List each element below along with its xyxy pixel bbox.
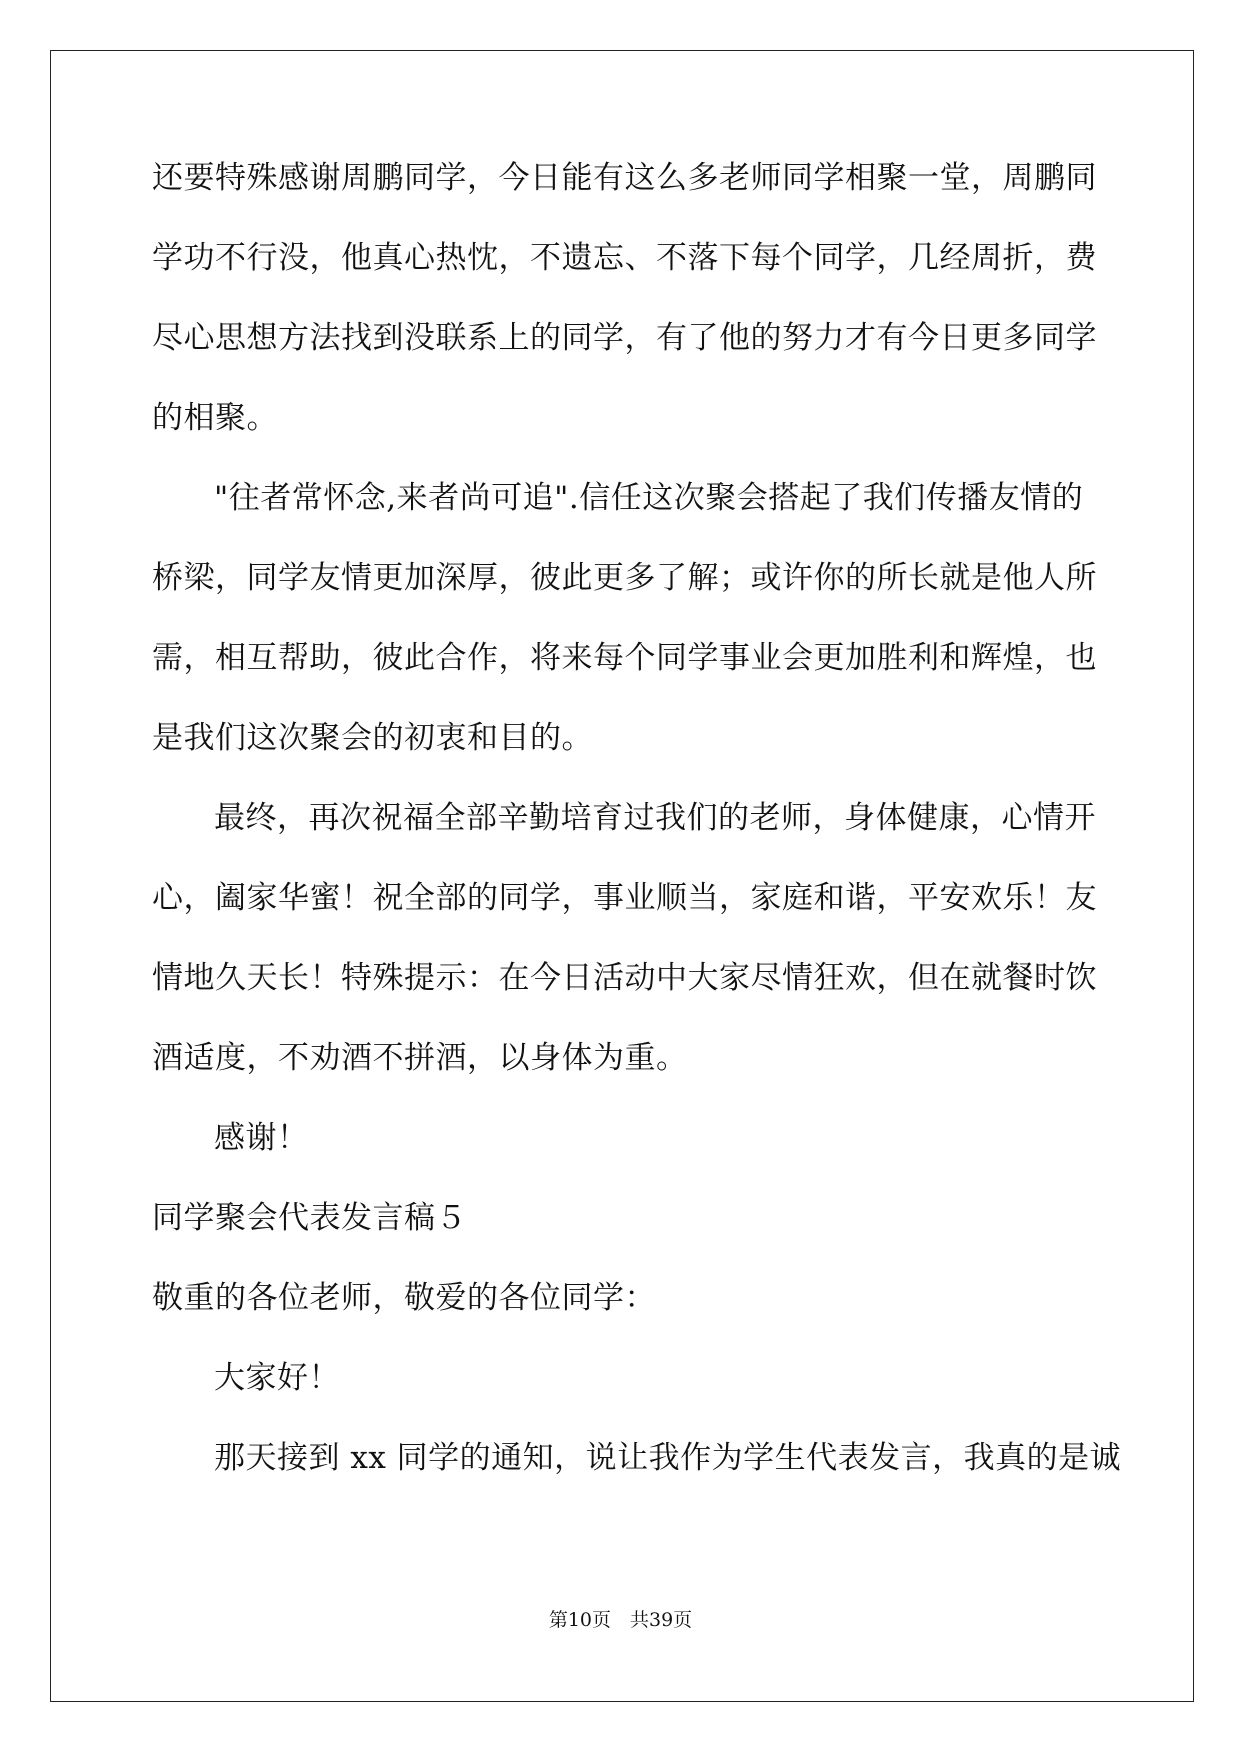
paragraph-line: 的相聚。	[152, 400, 278, 436]
page-number-footer: 第10页 共39页	[548, 1609, 693, 1631]
paragraph-line: 最终，再次祝福全部辛勤培育过我们的老师，身体健康，心情开	[214, 800, 1096, 836]
paragraph-line: 学功不行没，他真心热忱，不遗忘、不落下每个同学，几经周折，费	[152, 240, 1097, 276]
paragraph-line: 酒适度，不劝酒不拼酒，以身体为重。	[152, 1040, 688, 1076]
paragraph-line: 是我们这次聚会的初衷和目的。	[152, 720, 593, 756]
paragraph-line: 还要特殊感谢周鹏同学，今日能有这么多老师同学相聚一堂，周鹏同	[152, 160, 1097, 196]
greeting: 大家好！	[214, 1360, 340, 1396]
paragraph-line: 桥梁，同学友情更加深厚，彼此更多了解；或许你的所长就是他人所	[152, 560, 1097, 596]
paragraph-line: 尽心思想方法找到没联系上的同学，有了他的努力才有今日更多同学	[152, 320, 1097, 356]
paragraph-line: 情地久天长！特殊提示：在今日活动中大家尽情狂欢，但在就餐时饮	[152, 960, 1097, 996]
paragraph-line: 需，相互帮助，彼此合作，将来每个同学事业会更加胜利和辉煌，也	[152, 640, 1097, 676]
paragraph-line: 那天接到 xx 同学的通知，说让我作为学生代表发言，我真的是诚	[214, 1440, 1122, 1476]
section-title: 同学聚会代表发言稿５	[152, 1200, 467, 1236]
paragraph-line: "往者常怀念,来者尚可追".信任这次聚会搭起了我们传播友情的	[214, 480, 1084, 516]
paragraph-line: 心，阖家华蜜！祝全部的同学，事业顺当，家庭和谐，平安欢乐！友	[152, 880, 1097, 916]
salutation: 敬重的各位老师，敬爱的各位同学：	[152, 1280, 656, 1316]
paragraph-line: 感谢！	[214, 1120, 309, 1156]
